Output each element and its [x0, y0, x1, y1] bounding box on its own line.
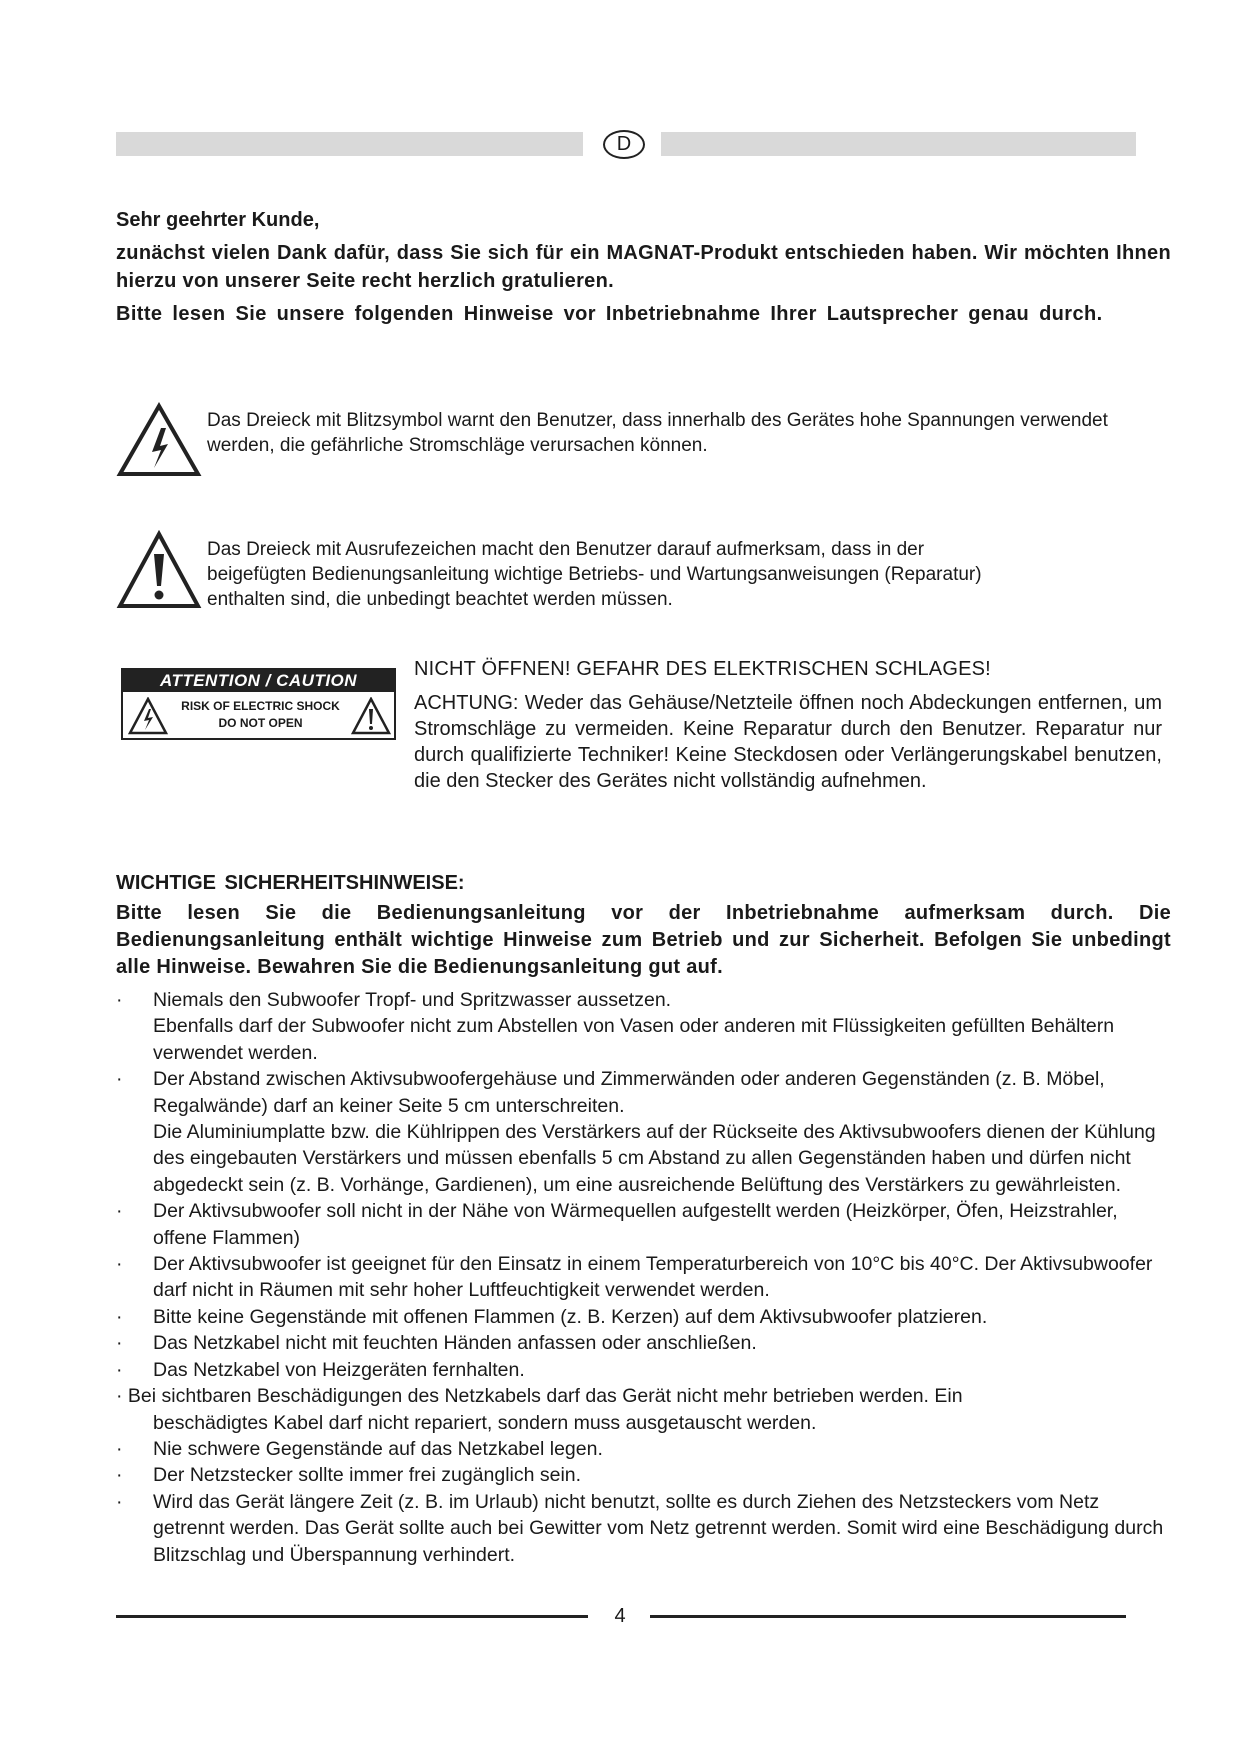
bullet-marker: · — [116, 1200, 123, 1223]
caution-label-band: ATTENTION / CAUTION — [123, 670, 394, 692]
caution-label-line-2: DO NOT OPEN — [218, 716, 303, 730]
list-item-text: Der Aktivsubwoofer soll nicht in der Nähe von Wärmequellen aufgestellt werden (Heizkörper, Öfen, Heizstrahler, offene Flammen) — [153, 1200, 1118, 1249]
list-item — [116, 1066, 1176, 1198]
bullet-marker: · — [116, 1068, 123, 1091]
list-item — [116, 1251, 1176, 1304]
bullet-marker: · — [116, 1305, 123, 1328]
list-item — [116, 1462, 1176, 1488]
list-item — [116, 1383, 1176, 1436]
list-item-text-continued: beschädigtes Kabel darf nicht repariert, sondern muss ausgetauscht werden. — [153, 1411, 817, 1434]
list-item-text: Das Netzkabel nicht mit feuchten Händen anfassen oder anschließen. — [153, 1332, 757, 1355]
bullet-marker: · — [116, 1490, 123, 1513]
caution-label-lightning-icon — [128, 697, 168, 735]
caution-label — [121, 668, 396, 740]
bullet-marker: · — [116, 1437, 123, 1460]
intro-paragraph-1: zunächst vielen Dank dafür, dass Sie sich für ein MAGNAT-Produkt entschieden haben. Wir möchten Ihnen hierzu von unserer Seite recht herzlich gratulieren. — [116, 242, 1171, 292]
caution-label-line-1: RISK OF ELECTRIC SHOCK — [181, 699, 340, 713]
safety-intro: Bitte lesen Sie die Bedienungsanleitung vor der Inbetriebnahme aufmerksam durch. Die Bedienungsanleitung enthält wichtige Hinweise zum Betrieb und zur Sicherheit. Befolgen Sie unbedingt alle Hinweise. Bewahren Sie die Bedienungsanleitung gut auf. — [116, 902, 1171, 978]
safety-title: WICHTIGE SICHERHEITSHINWEISE: — [116, 872, 465, 894]
list-item — [116, 987, 1176, 1066]
list-item — [116, 1198, 1176, 1251]
bullet-marker: · — [116, 1332, 123, 1355]
intro-paragraph-2: Bitte lesen Sie unsere folgenden Hinweise vor Inbetriebnahme Ihrer Lautsprecher genau durch. — [116, 303, 1103, 325]
language-badge: D — [603, 130, 645, 159]
caution-text — [414, 656, 1162, 794]
list-item-text: Bitte keine Gegenstände mit offenen Flammen (z. B. Kerzen) auf dem Aktivsubwoofer platzieren. — [153, 1305, 988, 1328]
exclamation-text-line-3: enthalten sind, die unbedingt beachtet werden müssen. — [207, 589, 673, 610]
list-item-text: Das Netzkabel von Heizgeräten fernhalten. — [153, 1358, 525, 1381]
header-bar-left — [116, 132, 583, 156]
list-item-text: Bei sichtbaren Beschädigungen des Netzkabels darf das Gerät nicht mehr betrieben werden. Ein — [127, 1385, 963, 1408]
footer-line-left — [116, 1615, 588, 1618]
exclamation-warning-icon — [116, 530, 202, 610]
bullet-marker: · — [116, 989, 123, 1011]
list-item-text: Nie schwere Gegenstände auf das Netzkabel legen. — [153, 1437, 603, 1460]
list-item — [116, 1436, 1176, 1462]
caution-title: NICHT ÖFFNEN! GEFAHR DES ELEKTRISCHEN SCHLAGES! — [414, 658, 991, 680]
list-item-text: Niemals den Subwoofer Tropf- und Spritzwasser aussetzen. Ebenfalls darf der Subwoofer nicht zum Abstellen von Vasen oder anderen mit Flüssigkeiten gefüllten Behältern verwendet werden. — [153, 989, 1115, 1064]
list-item — [116, 1357, 1176, 1383]
greeting: Sehr geehrter Kunde, — [116, 209, 320, 231]
caution-label-exclamation-icon — [351, 697, 391, 735]
list-item — [116, 1330, 1176, 1356]
list-item-text: Der Abstand zwischen Aktivsubwoofergehäuse und Zimmerwänden oder anderen Gegenständen (z. B. Möbel, Regalwände) darf an keiner Seite 5 cm unterschreiten. Die Aluminiumplatte bzw. die Kühlrippen des Verstärkers auf der Rückseite des Aktivsubwoofers dienen der Kühlung des eingebauten Verstärkers und müssen ebenfalls 5 cm Abstand zu allen Gegenständen haben und dürfen nicht abgedeckt sein (z. B. Vorhänge, Gardienen), um eine ausreichende Belüftung des Verstärkers zu gewährleisten. — [153, 1068, 1156, 1196]
list-item-text: Der Netzstecker sollte immer frei zugänglich sein. — [153, 1464, 582, 1487]
page-number: 4 — [614, 1605, 626, 1627]
caution-label-risk — [168, 698, 353, 732]
exclamation-text-line-1: Das Dreieck mit Ausrufezeichen macht den Benutzer darauf aufmerksam, dass in der — [207, 539, 925, 560]
exclamation-warning-text — [207, 537, 1167, 612]
bullet-marker: · — [116, 1358, 123, 1381]
caution-body: ACHTUNG: Weder das Gehäuse/Netzteile öffnen noch Abdeckungen entfernen, um Stromschläge zu vermeiden. Keine Reparatur durch den Benutzer. Reparatur nur durch qualifizierte Techniker! Keine Steckdosen oder Verlängerungskabel benutzen, die den Stecker des Gerätes nicht vollständig aufnehmen. — [414, 692, 1162, 792]
lightning-warning-text: Das Dreieck mit Blitzsymbol warnt den Benutzer, dass innerhalb des Gerätes hohe Spannungen verwendet werden, die gefährliche Stromschläge verursachen können. — [207, 410, 1108, 456]
header-bar-right — [661, 132, 1136, 156]
bullet-marker: · — [116, 1253, 123, 1276]
list-item-text: Wird das Gerät längere Zeit (z. B. im Urlaub) nicht benutzt, sollte es durch Ziehen des Netzsteckers vom Netz getrennt werden. Das Gerät sollte auch bei Gewitter vom Netz getrennt werden. Somit wird eine Beschädigung durch Blitzschlag und Überspannung verhindert. — [153, 1490, 1164, 1566]
bullet-marker: · — [116, 1385, 123, 1408]
list-item — [116, 1489, 1176, 1568]
footer-line-right — [650, 1615, 1126, 1618]
exclamation-text-line-2: beigefügten Bedienungsanleitung wichtige Betriebs- und Wartungsanweisungen (Reparatur) — [207, 564, 982, 585]
lightning-warning-icon — [116, 402, 202, 478]
safety-list — [116, 987, 1176, 1568]
list-item — [116, 1304, 1176, 1330]
bullet-marker: · — [116, 1464, 123, 1487]
list-item-text: Der Aktivsubwoofer ist geeignet für den Einsatz in einem Temperaturbereich von 10°C bis 40°C. Der Aktivsubwoofer darf nicht in Räumen mit sehr hoher Luftfeuchtigkeit verwendet werden. — [153, 1253, 1153, 1302]
